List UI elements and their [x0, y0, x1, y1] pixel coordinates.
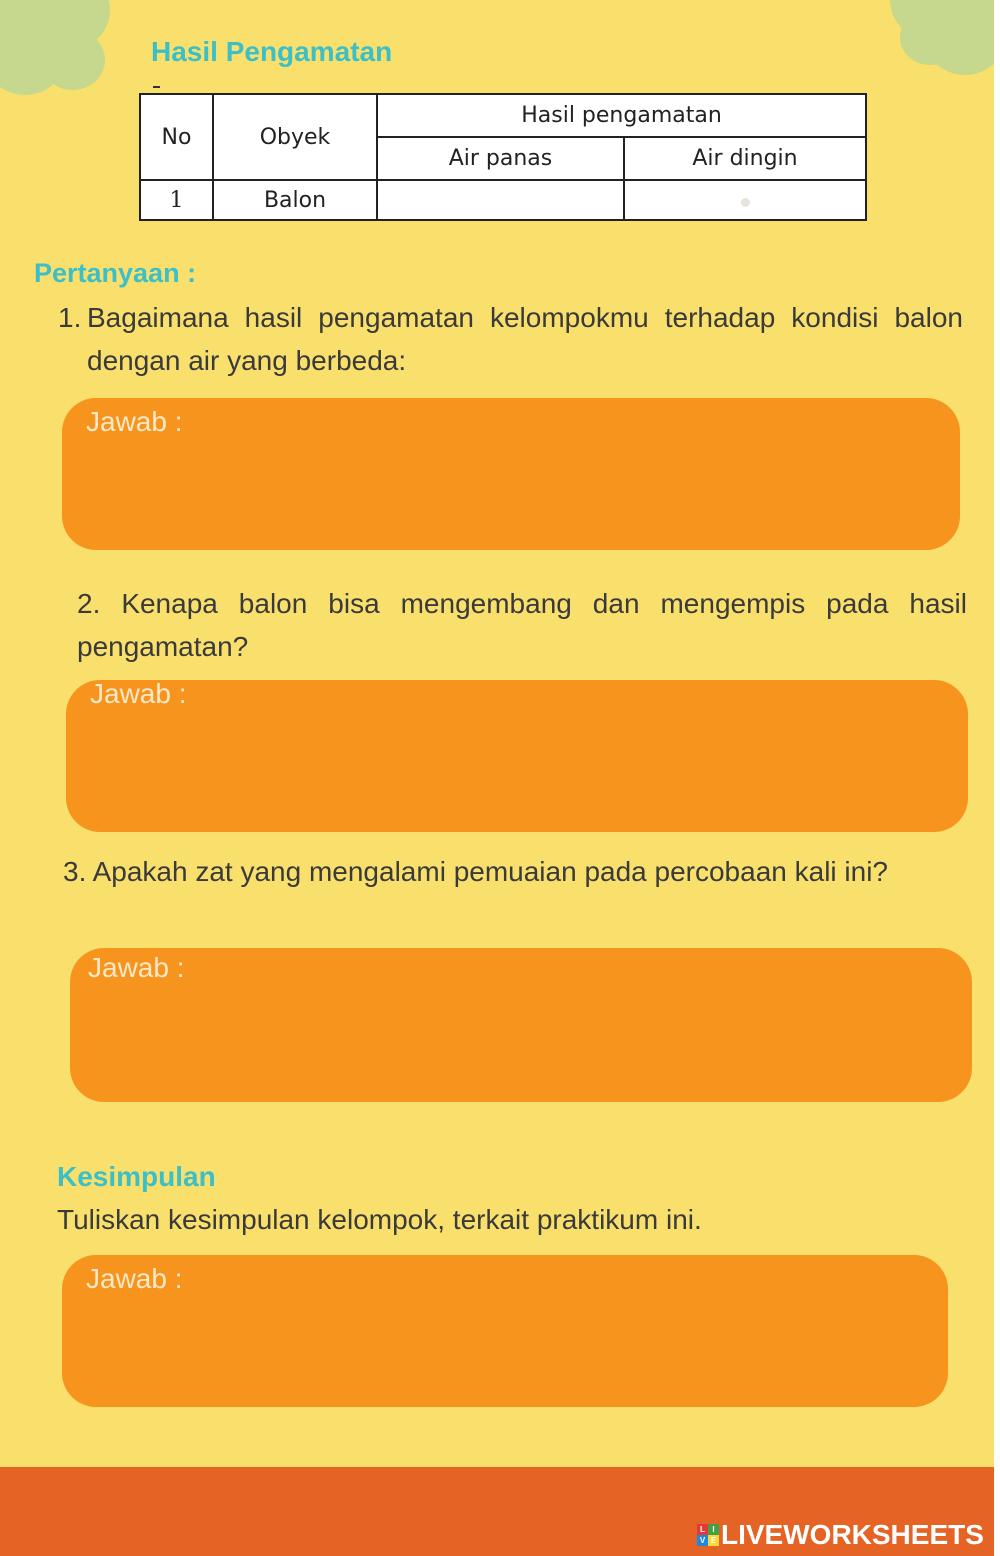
section-title-hasil-pengamatan: Hasil Pengamatan [151, 36, 393, 67]
table-header-air-dingin: Air dingin [624, 137, 866, 180]
question-3-text: 3. Apakah zat yang mengalami pemuaian pada percobaan kali ini? [63, 856, 889, 887]
table-cell-air-panas-input[interactable] [377, 180, 624, 220]
answer-label: Jawab : [90, 678, 187, 709]
right-edge-strip [994, 0, 1000, 1556]
liveworksheets-icon [697, 1524, 719, 1546]
conclusion-heading: Kesimpulan [57, 1161, 216, 1192]
conclusion-instruction: Tuliskan kesimpulan kelompok, terkait praktikum ini. [57, 1204, 702, 1235]
logo-letter-e: E [708, 1535, 719, 1546]
liveworksheets-logo[interactable] [697, 1519, 984, 1551]
answer-box-1[interactable] [62, 398, 960, 550]
table-cell-air-dingin-input[interactable] [624, 180, 866, 220]
table-cell-obyek: Balon [213, 180, 377, 220]
question-1-text: Bagaimana hasil pengamatan kelompokmu terhadap kondisi balon dengan air yang berbeda: [87, 302, 963, 376]
table-header-no: No [140, 94, 213, 180]
answer-label: Jawab : [88, 952, 185, 983]
answer-box-2[interactable] [66, 680, 968, 832]
question-1-number: 1. [58, 302, 82, 333]
brand-name: LIVEWORKSHEETS [721, 1519, 984, 1550]
table-cell-no: 1 [140, 180, 213, 220]
table-header-hasil: Hasil pengamatan [377, 94, 866, 137]
answer-box-3[interactable] [70, 948, 972, 1102]
answer-label: Jawab : [86, 406, 183, 437]
dash-mark [153, 86, 160, 88]
answer-label: Jawab : [86, 1263, 183, 1294]
answer-box-conclusion[interactable] [62, 1255, 948, 1407]
observation-table [139, 93, 867, 221]
table-header-air-panas: Air panas [377, 137, 624, 180]
table-header-obyek: Obyek [213, 94, 377, 180]
table-row [140, 180, 866, 220]
question-2-text: 2. Kenapa balon bisa mengembang dan mengempis pada hasil pengamatan? [77, 588, 967, 662]
logo-letter-v: V [697, 1535, 708, 1546]
dot-marker [741, 198, 750, 207]
questions-heading: Pertanyaan : [34, 258, 197, 288]
logo-letter-l: L [697, 1524, 708, 1535]
logo-letter-i: I [708, 1524, 719, 1535]
